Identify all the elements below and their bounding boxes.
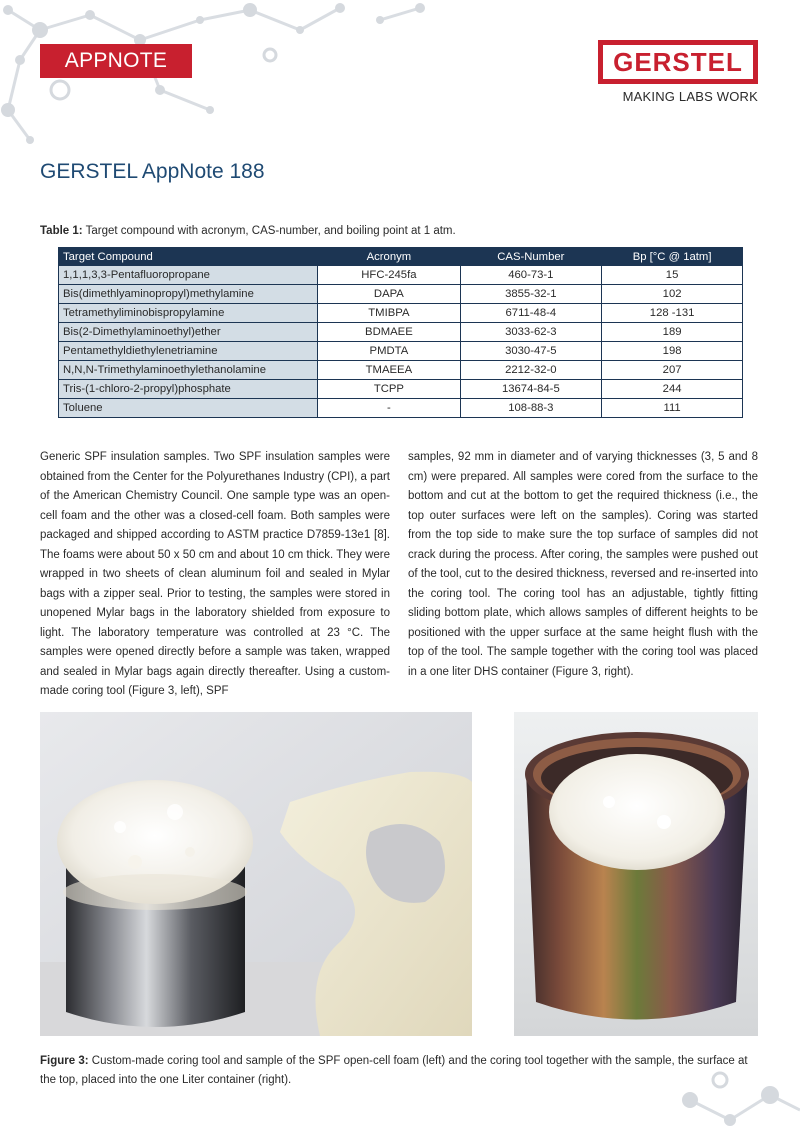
cell-compound: Tris-(1-chloro-2-propyl)phosphate bbox=[59, 380, 318, 399]
table-caption-text: Target compound with acronym, CAS-number, and boiling point at 1 atm. bbox=[82, 225, 456, 237]
col-header-acronym: Acronym bbox=[318, 248, 460, 266]
table-caption bbox=[40, 225, 456, 237]
table-header-row bbox=[59, 248, 743, 266]
cell-bp: 189 bbox=[602, 323, 743, 342]
figure-caption bbox=[40, 1052, 758, 1090]
table-row bbox=[59, 399, 743, 418]
coring-tool-foam-photo bbox=[40, 712, 472, 1036]
table-row bbox=[59, 380, 743, 399]
cell-bp: 198 bbox=[602, 342, 743, 361]
cell-cas: 3030-47-5 bbox=[460, 342, 602, 361]
cell-bp: 128 -131 bbox=[602, 304, 743, 323]
cell-acronym: DAPA bbox=[318, 285, 460, 304]
cell-cas: 460-73-1 bbox=[460, 266, 602, 285]
cell-cas: 3033-62-3 bbox=[460, 323, 602, 342]
dhs-container-photo bbox=[514, 712, 758, 1036]
cell-bp: 244 bbox=[602, 380, 743, 399]
appnote-badge: APPNOTE bbox=[40, 44, 192, 78]
table-caption-label: Table 1: bbox=[40, 225, 83, 237]
cell-cas: 2212-32-0 bbox=[460, 361, 602, 380]
col-header-compound: Target Compound bbox=[59, 248, 318, 266]
cell-acronym: TMIBPA bbox=[318, 304, 460, 323]
col-header-cas: CAS-Number bbox=[460, 248, 602, 266]
logo-wordmark: GERSTEL bbox=[603, 45, 753, 79]
cell-bp: 102 bbox=[602, 285, 743, 304]
cell-compound: 1,1,1,3,3-Pentafluoropropane bbox=[59, 266, 318, 285]
cell-compound: Bis(2-Dimethylaminoethyl)ether bbox=[59, 323, 318, 342]
compound-table bbox=[58, 247, 743, 418]
table-row bbox=[59, 304, 743, 323]
cell-bp: 15 bbox=[602, 266, 743, 285]
cell-compound: Bis(dimethlyaminopropyl)methylamine bbox=[59, 285, 318, 304]
cell-acronym: HFC-245fa bbox=[318, 266, 460, 285]
cell-cas: 108-88-3 bbox=[460, 399, 602, 418]
cell-acronym: TMAEEA bbox=[318, 361, 460, 380]
table-row bbox=[59, 361, 743, 380]
body-text-right-column: samples, 92 mm in diameter and of varying thicknesses (3, 5 and 8 cm) were prepared. All samples were cored from the surface to the bottom and cut at the bottom to get the required thickness (i.e., the top outer surfaces were left on the samples). Coring was started from the top side to make sure the top surface of samples did not crack during the process. After coring, the samples were pushed out of the tool, cut to the desired thickness, reversed and re-inserted into the coring tool. The coring tool has an adjustable, tightly fitting sliding bottom plate, which allows samples of different heights to be positioned with the upper surface at the same height flush with the top of the tool. The sample together with the coring tool was placed in a one liter DHS container (Figure 3, right). bbox=[408, 451, 758, 678]
cell-compound: Tetramethyliminobispropylamine bbox=[59, 304, 318, 323]
table-row bbox=[59, 342, 743, 361]
cell-bp: 111 bbox=[602, 399, 743, 418]
logo-tagline: MAKING LABS WORK bbox=[622, 89, 758, 104]
cell-cas: 13674-84-5 bbox=[460, 380, 602, 399]
cell-acronym: TCPP bbox=[318, 380, 460, 399]
cell-bp: 207 bbox=[602, 361, 743, 380]
cell-compound: Toluene bbox=[59, 399, 318, 418]
table-row bbox=[59, 266, 743, 285]
table-row bbox=[59, 323, 743, 342]
figure-caption-label: Figure 3: bbox=[40, 1055, 89, 1067]
figure-caption-text: Custom-made coring tool and sample of the SPF open-cell foam (left) and the coring tool together with the sample, the surface at the top, placed into the one Liter container (right). bbox=[40, 1055, 748, 1086]
cell-acronym: BDMAEE bbox=[318, 323, 460, 342]
cell-acronym: - bbox=[318, 399, 460, 418]
cell-cas: 6711-48-4 bbox=[460, 304, 602, 323]
cell-cas: 3855-32-1 bbox=[460, 285, 602, 304]
cell-acronym: PMDTA bbox=[318, 342, 460, 361]
cell-compound: Pentamethyldiethylenetriamine bbox=[59, 342, 318, 361]
gerstel-logo bbox=[598, 40, 758, 84]
table-row bbox=[59, 285, 743, 304]
col-header-bp: Bp [°C @ 1atm] bbox=[602, 248, 743, 266]
body-text-left-column: Generic SPF insulation samples. Two SPF insulation samples were obtained from the Center for the Polyurethanes Industry (CPI), a part of the American Chemistry Council. One sample type was an open-cell foam and the other was a closed-cell foam. Both samples were packaged and shipped according to ASTM practice D7859-13e1 [8]. The foams were about 50 x 50 cm and about 10 cm thick. They were wrapped in two sheets of clean aluminum foil and sealed in Mylar bags with a zipper seal. Prior to testing, the samples were stored in unopened Mylar bags in the laboratory shielded from exposure to light. The laboratory temperature was controlled at 23 °C. The samples were opened directly before a sample was taken, wrapped and sealed in Mylar bags again directly thereafter. Using a custom-made coring tool (Figure 3, left), SPF bbox=[40, 451, 390, 697]
page-title: GERSTEL AppNote 188 bbox=[40, 160, 265, 183]
cell-compound: N,N,N-Trimethylaminoethylethanolamine bbox=[59, 361, 318, 380]
